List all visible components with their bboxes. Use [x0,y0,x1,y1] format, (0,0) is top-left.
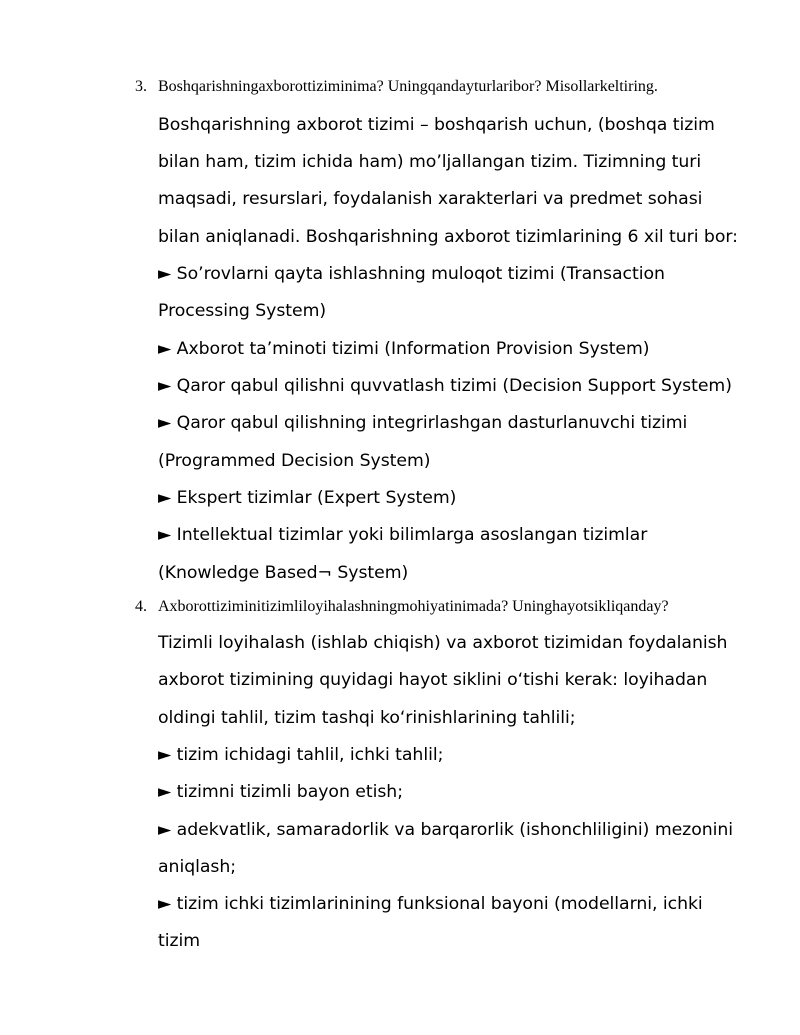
section-4-paragraph-line: axborot tizimining quyidagi hayot siklini o‘tishi kerak: loyihadan [158,670,708,690]
section-3-paragraph-line: Boshqarishning axborot tizimi – boshqarish uchun, (boshqa tizim [158,115,715,135]
section-4-number: 4. [135,598,147,615]
section-3-heading [135,78,658,96]
lifecycle-list-item-continuation: tizim [158,931,201,951]
section-3-paragraph-line: maqsadi, resurslari, foydalanish xarakterlari va predmet sohasi [158,189,703,209]
section-4-paragraph-line: oldingi tahlil, tizim tashqi ko‘rinishlarining tahlili; [158,708,576,728]
system-type-list-item-continuation: Processing System) [158,301,327,321]
lifecycle-list-item: ► tizim ichidagi tahlil, ichki tahlil; [158,745,444,765]
lifecycle-list-item: ► tizimni tizimli bayon etish; [158,782,403,802]
system-type-list-item: ► Ekspert tizimlar (Expert System) [158,488,457,508]
lifecycle-list-item-continuation: aniqlash; [158,857,237,877]
system-type-list-item: ► Qaror qabul qilishni quvvatlash tizimi (Decision Support System) [158,376,732,396]
system-type-list-item: ► Qaror qabul qilishning integrirlashgan dasturlanuvchi tizimi [158,413,688,433]
system-type-list-item: ► Axborot ta’minoti tizimi (Information Provision System) [158,339,650,359]
lifecycle-list-item: ► tizim ichki tizimlarinining funksional bayoni (modellarni, ichki [158,894,703,914]
system-type-list-item-continuation: (Programmed Decision System) [158,451,431,471]
section-4-title: Axborottiziminitizimliloyihalashningmohiyatinimada? Uninghayotsikliqanday? [158,598,669,615]
section-4-paragraph-line: Tizimli loyihalash (ishlab chiqish) va axborot tizimidan foydalanish [158,633,728,653]
section-3-paragraph-line: bilan ham, tizim ichida ham) mo’ljallangan tizim. Tizimning turi [158,152,702,172]
system-type-list-item-continuation: (Knowledge Based¬ System) [158,563,409,583]
lifecycle-list-item: ► adekvatlik, samaradorlik va barqarorlik (ishonchliligini) mezonini [158,820,734,840]
section-3-paragraph-line: bilan aniqlanadi. Boshqarishning axborot tizimlarining 6 xil turi bor: [158,227,738,247]
system-type-list-item: ► So’rovlarni qayta ishlashning muloqot tizimi (Transaction [158,264,665,284]
section-3-number: 3. [135,78,147,95]
section-3-title: Boshqarishningaxborottiziminima? Uningqandayturlaribor? Misollarkeltiring. [158,78,658,95]
system-type-list-item: ► Intellektual tizimlar yoki bilimlarga asoslangan tizimlar [158,525,648,545]
section-4-heading [135,598,669,616]
